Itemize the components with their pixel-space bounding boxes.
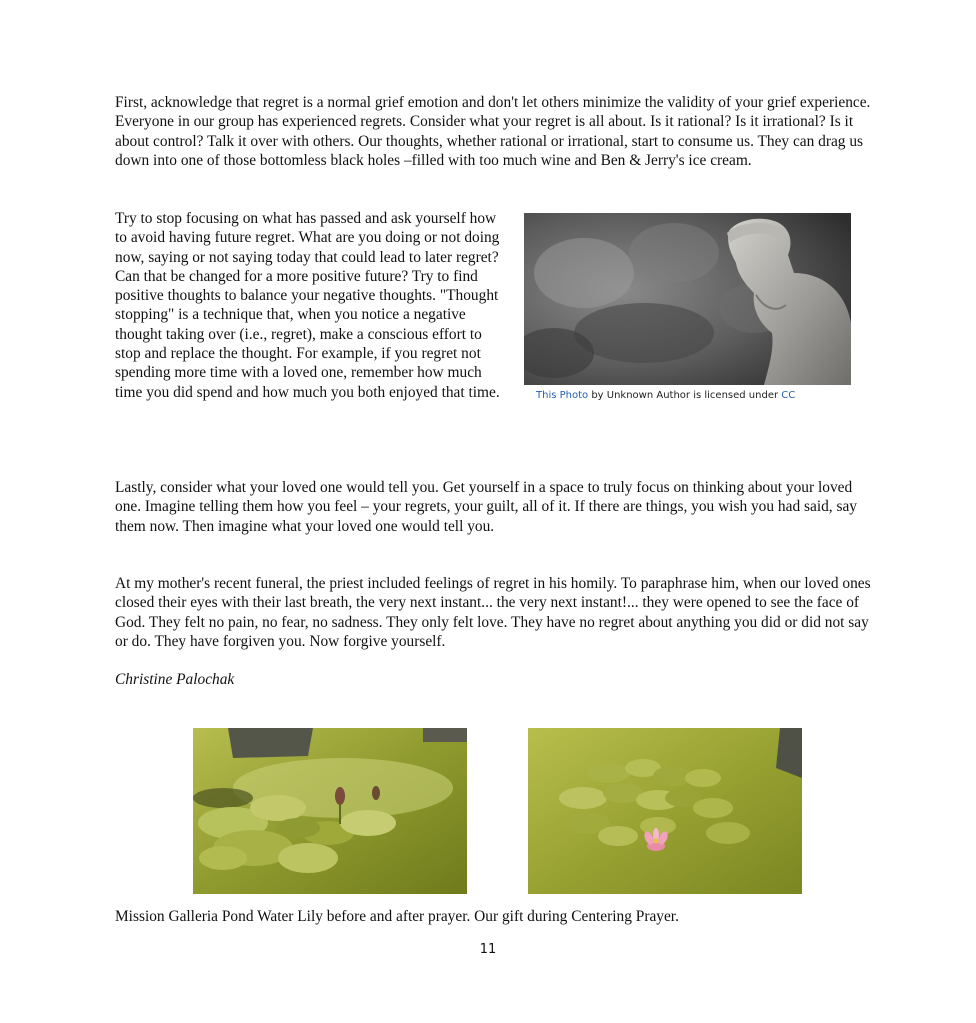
- photo-credit: [536, 389, 848, 400]
- author-name: Christine Palochak: [115, 671, 235, 688]
- photo-credit-text: by Unknown Author is licensed under: [588, 390, 782, 400]
- paragraph-future-regret: Try to stop focusing on what has passed and ask yourself how to avoid having future regret. What are you doing or not doing now, saying or not saying today that could lead to later regret? Can that be changed for a more positive future? Try to find positive thoughts to balance your negative thoughts. "Thought stopping" is a technique that, when you notice a negative thought taking over (i.e., regret), make a conscious effort to stop and replace the thought. For example, if you regret not spending more time with a loved one, remember how much time you did spend and how much you both enjoyed that time.: [115, 210, 500, 401]
- statue-photo: [524, 213, 851, 385]
- photo-link[interactable]: This Photo: [536, 390, 589, 400]
- paragraph-acknowledge-regret: First, acknowledge that regret is a normal grief emotion and don't let others minimize the validity of your grief experience. Everyone in our group has experienced regrets. Consider what your regret is all about. Is it rational? Is it irrational? Is it about control? Talk it over with others. Our thoughts, whether rational or irrational, start to consume us. They can drag us down into one of those bottomless black holes –filled with too much wine and Ben & Jerry's ice cream.: [115, 94, 871, 169]
- paragraph-funeral: At my mother's recent funeral, the priest included feelings of regret in his homily. To paraphrase him, when our loved ones closed their eyes with their last breath, the very next instant... the very next instant!... they were opened to see the face of God. They felt no pain, no fear, no sadness. They only felt love. They have no regret about anything you did or did not say or do. They have forgiven you. Now forgive yourself.: [115, 575, 871, 650]
- pond-lily-after-photo: [528, 728, 802, 894]
- page-number: 11: [479, 942, 497, 957]
- image-caption: Mission Galleria Pond Water Lily before and after prayer. Our gift during Centering Prayer.: [115, 908, 679, 925]
- license-link[interactable]: CC: [781, 390, 796, 400]
- pond-lily-before-photo: [193, 728, 467, 894]
- paragraph-loved-one: Lastly, consider what your loved one would tell you. Get yourself in a space to truly focus on thinking about your loved one. Imagine telling them how you feel – your regrets, your guilt, all of it. If there are things, you wish you had said, say them now. Then imagine what your loved one would tell you.: [115, 479, 857, 535]
